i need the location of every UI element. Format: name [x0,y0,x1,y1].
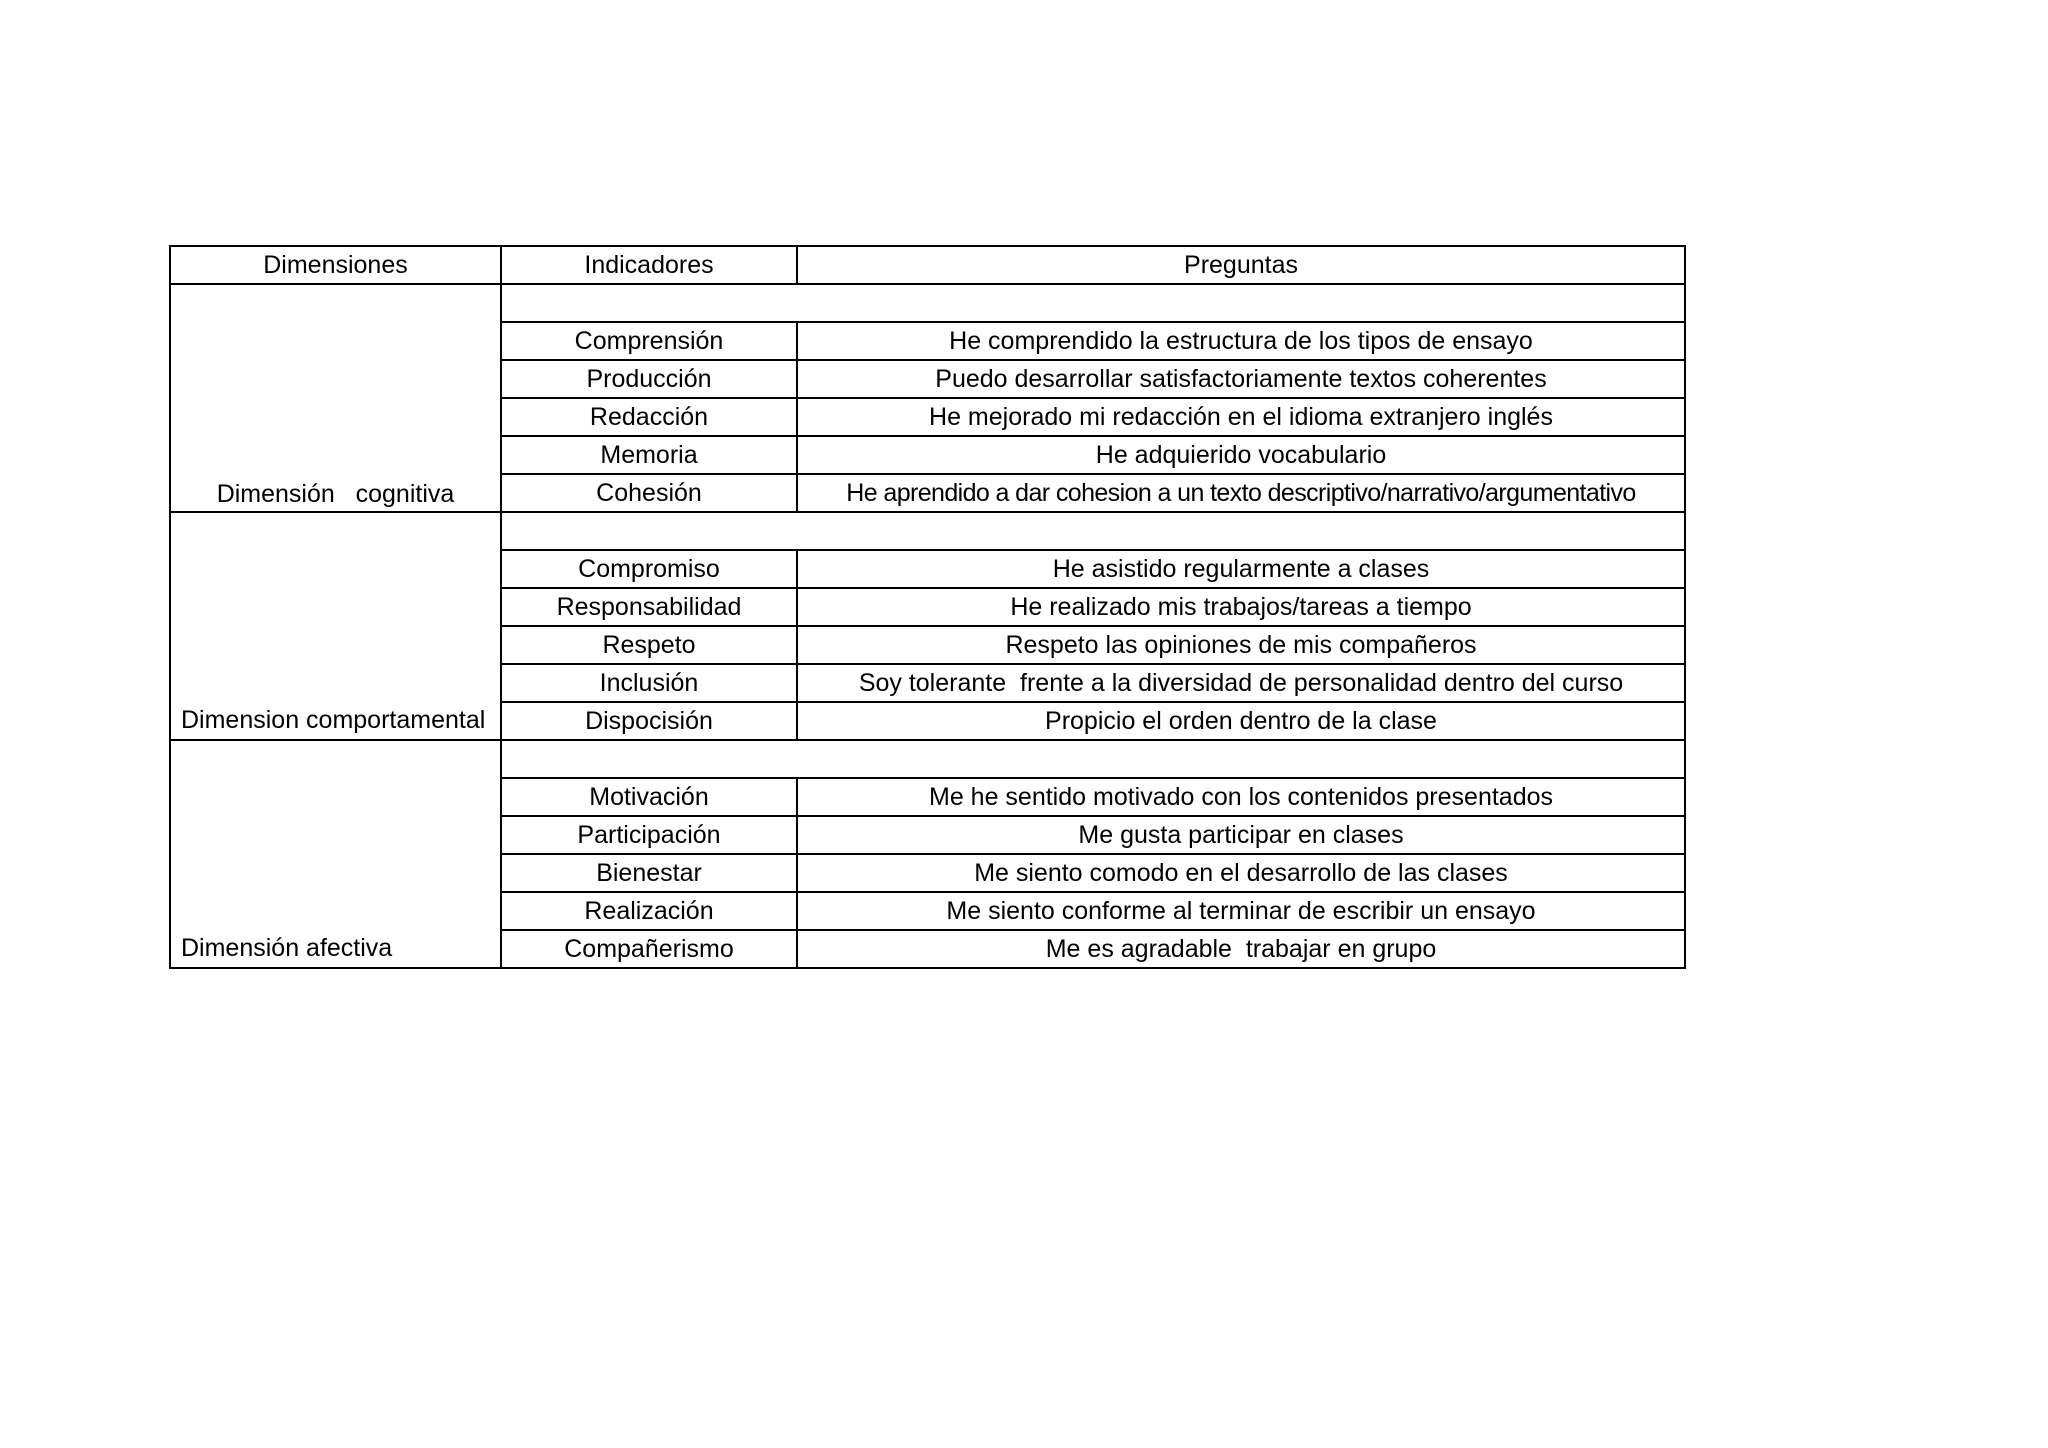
indicator-cell: Producción [501,360,797,398]
question-cell: Me siento comodo en el desarrollo de las clases [797,854,1685,892]
question-cell: He comprendido la estructura de los tipos de ensayo [797,322,1685,360]
empty-cell [501,512,1685,550]
question-cell: Puedo desarrollar satisfactoriamente textos coherentes [797,360,1685,398]
header-row [170,246,1685,284]
question-cell: He mejorado mi redacción en el idioma extranjero inglés [797,398,1685,436]
question-cell: Me es agradable trabajar en grupo [797,930,1685,968]
dimensions-table [169,245,1686,969]
question-cell: He aprendido a dar cohesion a un texto descriptivo/narrativo/argumentativo [797,474,1685,512]
question-cell: Propicio el orden dentro de la clase [797,702,1685,740]
indicator-cell: Inclusión [501,664,797,702]
question-cell: He realizado mis trabajos/tareas a tiempo [797,588,1685,626]
indicator-cell: Compañerismo [501,930,797,968]
indicator-cell: Dispocisión [501,702,797,740]
question-cell: Me gusta participar en clases [797,816,1685,854]
header-questions: Preguntas [797,246,1685,284]
indicator-cell: Bienestar [501,854,797,892]
header-indicators: Indicadores [501,246,797,284]
dimension-cell: Dimensión cognitiva [170,284,501,512]
question-cell: Me siento conforme al terminar de escribir un ensayo [797,892,1685,930]
question-cell: Soy tolerante frente a la diversidad de personalidad dentro del curso [797,664,1685,702]
indicator-cell: Redacción [501,398,797,436]
empty-cell [501,284,1685,322]
indicator-cell: Realización [501,892,797,930]
indicator-cell: Participación [501,816,797,854]
empty-cell [501,740,1685,778]
group-spacer-row [170,284,1685,322]
indicator-cell: Cohesión [501,474,797,512]
indicator-cell: Motivación [501,778,797,816]
question-cell: Me he sentido motivado con los contenidos presentados [797,778,1685,816]
indicator-cell: Respeto [501,626,797,664]
dimension-cell: Dimensión afectiva [170,740,501,968]
question-cell: Respeto las opiniones de mis compañeros [797,626,1685,664]
header-dimensions: Dimensiones [170,246,501,284]
question-cell: He asistido regularmente a clases [797,550,1685,588]
question-cell: He adquierido vocabulario [797,436,1685,474]
dimension-cell: Dimension comportamental [170,512,501,740]
indicator-cell: Compromiso [501,550,797,588]
indicator-cell: Memoria [501,436,797,474]
indicator-cell: Comprensión [501,322,797,360]
group-spacer-row [170,740,1685,778]
group-spacer-row [170,512,1685,550]
indicator-cell: Responsabilidad [501,588,797,626]
